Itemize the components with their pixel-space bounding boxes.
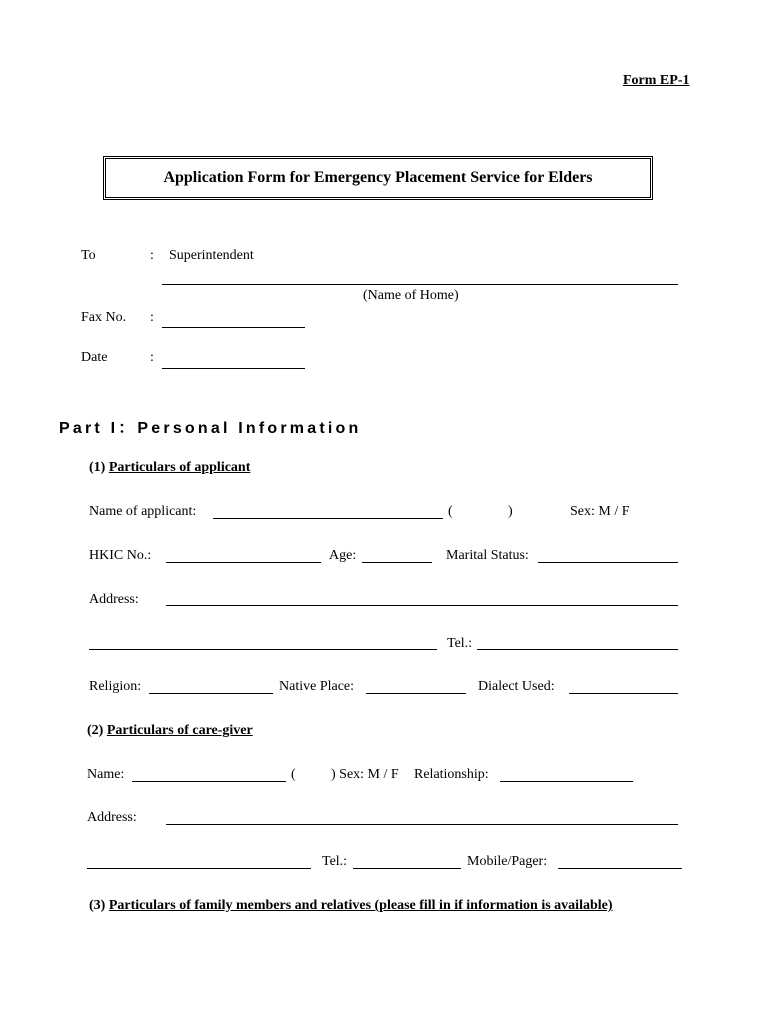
applicant-name-field[interactable] — [213, 518, 443, 519]
form-title-box — [103, 156, 653, 200]
applicant-name-label: Name of applicant: — [89, 504, 197, 519]
applicant-tel-label: Tel.: — [447, 636, 473, 651]
part1-heading: Part I：Personal Information — [59, 420, 362, 437]
to-label: To — [81, 248, 96, 263]
section3-number: (3) — [89, 898, 106, 913]
caregiver-address-field-2[interactable] — [87, 868, 311, 869]
mobile-label: Mobile/Pager: — [467, 854, 548, 869]
to-colon: : — [150, 248, 154, 263]
date-colon: : — [150, 350, 154, 365]
applicant-address-field-1[interactable] — [166, 605, 678, 606]
caregiver-paren-open: ( — [291, 767, 296, 782]
relationship-field[interactable] — [500, 781, 633, 782]
age-label: Age: — [329, 548, 357, 563]
fax-label: Fax No. — [81, 310, 127, 325]
applicant-sex-label[interactable]: Sex: M / F — [570, 504, 630, 519]
applicant-address-label: Address: — [89, 592, 139, 607]
hkic-label: HKIC No.: — [89, 548, 152, 563]
mobile-field[interactable] — [558, 868, 682, 869]
fax-colon: : — [150, 310, 154, 325]
section2-title: Particulars of care-giver — [106, 723, 253, 738]
form-code: Form EP-1 — [623, 73, 690, 88]
marital-status-label: Marital Status: — [446, 548, 529, 563]
caregiver-name-label: Name: — [87, 767, 125, 782]
form-title: Application Form for Emergency Placement Service for Elders — [163, 169, 593, 186]
name-of-home-field[interactable] — [162, 284, 678, 285]
applicant-paren-close: ) — [508, 504, 513, 519]
section1-number: (1) — [89, 460, 106, 475]
caregiver-address-field-1[interactable] — [166, 824, 678, 825]
section1-heading — [89, 460, 250, 476]
religion-label: Religion: — [89, 679, 142, 694]
religion-field[interactable] — [149, 693, 273, 694]
caregiver-tel-label: Tel.: — [322, 854, 348, 869]
fax-field[interactable] — [162, 327, 305, 328]
marital-status-field[interactable] — [538, 562, 678, 563]
applicant-paren-open: ( — [448, 504, 453, 519]
section3-heading — [89, 898, 613, 914]
dialect-field[interactable] — [569, 693, 678, 694]
hkic-field[interactable] — [166, 562, 321, 563]
age-field[interactable] — [362, 562, 432, 563]
applicant-address-field-2[interactable] — [89, 649, 437, 650]
applicant-tel-field[interactable] — [477, 649, 678, 650]
to-value: Superintendent — [169, 248, 254, 263]
caregiver-address-label: Address: — [87, 810, 137, 825]
caregiver-tel-field[interactable] — [353, 868, 461, 869]
native-place-label: Native Place: — [279, 679, 355, 694]
caregiver-sex-label[interactable]: ) Sex: M / F — [331, 767, 399, 782]
section2-heading — [87, 723, 253, 739]
section3-title: Particulars of family members and relatives (please fill in if information is available) — [108, 898, 613, 913]
native-place-field[interactable] — [366, 693, 466, 694]
relationship-label: Relationship: — [414, 767, 489, 782]
dialect-label: Dialect Used: — [478, 679, 555, 694]
caregiver-name-field[interactable] — [132, 781, 286, 782]
section1-title: Particulars of applicant — [108, 460, 251, 475]
date-label: Date — [81, 350, 108, 365]
name-of-home-caption: (Name of Home) — [363, 288, 459, 303]
section2-number: (2) — [87, 723, 104, 738]
date-field[interactable] — [162, 368, 305, 369]
